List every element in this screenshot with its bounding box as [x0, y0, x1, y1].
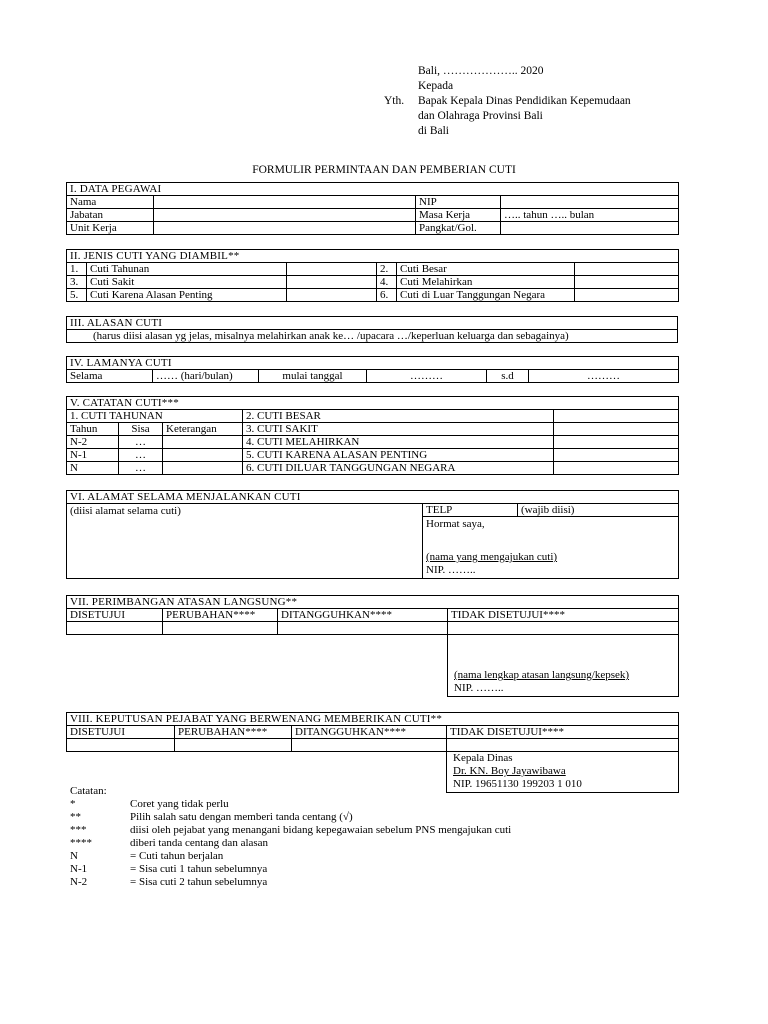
sisa-header: Sisa [119, 423, 163, 436]
section-6-title: VI. ALAMAT SELAMA MENJALANKAN CUTI [67, 491, 679, 504]
nama-label: Nama [67, 196, 154, 209]
sisa-n1[interactable]: … [119, 449, 163, 462]
cuti-melahirkan-row: 4. CUTI MELAHIRKAN [243, 436, 554, 449]
pejabat-tidak-disetujui-option[interactable]: TIDAK DISETUJUI**** [447, 726, 679, 739]
cuti-sakit-checkbox[interactable] [287, 276, 377, 289]
section-catatan-cuti [66, 396, 679, 475]
keterangan-n[interactable] [163, 462, 243, 475]
nip-label: NIP [416, 196, 501, 209]
address-line-2: dan Olahraga Provinsi Bali [418, 110, 543, 122]
pejabat-ditangguhkan-box[interactable] [292, 739, 447, 752]
cuti-alasan-penting-row: 5. CUTI KARENA ALASAN PENTING [243, 449, 554, 462]
unit-kerja-label: Unit Kerja [67, 222, 154, 235]
signature-pengaju[interactable] [423, 517, 679, 579]
signature-atasan[interactable] [448, 635, 679, 697]
end-date-field[interactable]: ……… [529, 370, 679, 383]
form-title: FORMULIR PERMINTAAN DAN PEMBERIAN CUTI [252, 164, 516, 176]
cuti-alasan-penting-label: Cuti Karena Alasan Penting [87, 289, 287, 302]
unit-kerja-field[interactable] [154, 222, 416, 235]
cuti-alasan-penting-checkbox[interactable] [287, 289, 377, 302]
tahun-header: Tahun [67, 423, 119, 436]
nama-atasan: (nama lengkap atasan langsung/kepsek) [454, 669, 630, 681]
nip-pengaju: NIP. …….. [426, 564, 476, 576]
section-8-title: VIII. KEPUTUSAN PEJABAT YANG BERWENANG MEMBERIKAN CUTI** [67, 713, 679, 726]
keterangan-n1[interactable] [163, 449, 243, 462]
atasan-perubahan-option[interactable]: PERUBAHAN**** [163, 609, 278, 622]
jabatan-label: Jabatan [67, 209, 154, 222]
cuti-besar-checkbox[interactable] [575, 263, 679, 276]
item-number: 2. [377, 263, 397, 276]
pangkat-label: Pangkat/Gol. [416, 222, 501, 235]
section-5-title: V. CATATAN CUTI*** [67, 397, 679, 410]
alamat-field[interactable]: (diisi alamat selama cuti) [67, 504, 423, 579]
keterangan-header: Keterangan [163, 423, 243, 436]
item-number: 6. [377, 289, 397, 302]
section-data-pegawai [66, 182, 679, 235]
mulai-tanggal-label: mulai tanggal [259, 370, 367, 383]
note-item: * Coret yang tidak perlu [70, 798, 229, 810]
pejabat-disetujui-box[interactable] [67, 739, 175, 752]
hari-bulan-field[interactable]: …… (hari/bulan) [153, 370, 259, 383]
notes-title: Catatan: [70, 785, 107, 797]
tahun-n1: N-1 [67, 449, 119, 462]
note-item: N = Cuti tahun berjalan [70, 850, 224, 862]
nama-field[interactable] [154, 196, 416, 209]
yth-label: Yth. [384, 95, 405, 107]
note-item: N-1 = Sisa cuti 1 tahun sebelumnya [70, 863, 268, 875]
cuti-sakit-note[interactable] [554, 423, 679, 436]
section-1-title: I. DATA PEGAWAI [67, 183, 679, 196]
masa-kerja-label: Masa Kerja [416, 209, 501, 222]
cuti-besar-row: 2. CUTI BESAR [243, 410, 554, 423]
telp-field[interactable]: (wajib diisi) [518, 504, 679, 517]
atasan-disetujui-box[interactable] [67, 622, 163, 635]
cuti-tahunan-checkbox[interactable] [287, 263, 377, 276]
blank-area [67, 635, 448, 697]
cuti-luar-tanggungan-label: Cuti di Luar Tanggungan Negara [397, 289, 575, 302]
sisa-n[interactable]: … [119, 462, 163, 475]
atasan-tidak-disetujui-box[interactable] [448, 622, 679, 635]
item-number: 1. [67, 263, 87, 276]
kepala-dinas-name: Dr. KN. Boy Jayawibawa [453, 765, 566, 777]
address-line-3: di Bali [418, 125, 449, 137]
cuti-sakit-label: Cuti Sakit [87, 276, 287, 289]
cuti-besar-note[interactable] [554, 410, 679, 423]
section-alasan-cuti [66, 316, 678, 343]
sd-label: s.d [487, 370, 529, 383]
cuti-luar-tanggungan-note[interactable] [554, 462, 679, 475]
section-2-title: II. JENIS CUTI YANG DIAMBIL** [67, 250, 679, 263]
masa-kerja-field[interactable]: ….. tahun ….. bulan [501, 209, 679, 222]
jabatan-field[interactable] [154, 209, 416, 222]
note-item: ** Pilih salah satu dengan memberi tanda centang (√) [70, 811, 353, 823]
nama-pengaju: (nama yang mengajukan cuti) [426, 551, 558, 563]
section-4-title: IV. LAMANYA CUTI [67, 357, 679, 370]
pangkat-field[interactable] [501, 222, 679, 235]
section-lamanya-cuti [66, 356, 679, 383]
telp-label: TELP [423, 504, 518, 517]
notes [70, 785, 511, 889]
cuti-melahirkan-note[interactable] [554, 436, 679, 449]
tahun-n: N [67, 462, 119, 475]
alasan-cuti-field[interactable]: (harus diisi alasan yg jelas, misalnya melahirkan anak ke… /upacara …/keperluan keluarga dan sebagainya) [67, 330, 678, 343]
pejabat-perubahan-box[interactable] [175, 739, 292, 752]
atasan-ditangguhkan-option[interactable]: DITANGGUHKAN**** [278, 609, 448, 622]
cuti-melahirkan-checkbox[interactable] [575, 276, 679, 289]
tahun-n2: N-2 [67, 436, 119, 449]
cuti-tahunan-header: 1. CUTI TAHUNAN [67, 410, 243, 423]
cuti-alasan-penting-note[interactable] [554, 449, 679, 462]
cuti-luar-tanggungan-checkbox[interactable] [575, 289, 679, 302]
pejabat-tidak-disetujui-box[interactable] [447, 739, 679, 752]
pejabat-perubahan-option[interactable]: PERUBAHAN**** [175, 726, 292, 739]
section-alamat-cuti [66, 490, 679, 579]
section-jenis-cuti [66, 249, 679, 302]
nip-field[interactable] [501, 196, 679, 209]
item-number: 3. [67, 276, 87, 289]
cuti-melahirkan-label: Cuti Melahirkan [397, 276, 575, 289]
kepada-label: Kepada [418, 80, 454, 92]
cuti-luar-tanggungan-row: 6. CUTI DILUAR TANGGUNGAN NEGARA [243, 462, 554, 475]
atasan-tidak-disetujui-option[interactable]: TIDAK DISETUJUI**** [448, 609, 679, 622]
atasan-disetujui-option[interactable]: DISETUJUI [67, 609, 163, 622]
hormat-saya: Hormat saya, [426, 518, 485, 530]
cuti-tahunan-label: Cuti Tahunan [87, 263, 287, 276]
pejabat-disetujui-option[interactable]: DISETUJUI [67, 726, 175, 739]
section-keputusan-pejabat [66, 712, 679, 793]
kepala-dinas-label: Kepala Dinas [453, 752, 513, 764]
section-pertimbangan-atasan [66, 595, 679, 697]
place-date: Bali, ……………….. 2020 [418, 65, 544, 77]
nip-atasan: NIP. …….. [454, 682, 504, 694]
note-item: N-2 = Sisa cuti 2 tahun sebelumnya [70, 876, 268, 888]
selama-label: Selama [67, 370, 153, 383]
section-3-title: III. ALASAN CUTI [67, 317, 678, 330]
item-number: 5. [67, 289, 87, 302]
start-date-field[interactable]: ……… [367, 370, 487, 383]
atasan-ditangguhkan-box[interactable] [278, 622, 448, 635]
atasan-perubahan-box[interactable] [163, 622, 278, 635]
pejabat-ditangguhkan-option[interactable]: DITANGGUHKAN**** [292, 726, 447, 739]
address-line-1: Bapak Kepala Dinas Pendidikan Kepemudaan [418, 95, 631, 107]
cuti-besar-label: Cuti Besar [397, 263, 575, 276]
note-item: *** diisi oleh pejabat yang menangani bidang kepegawaian sebelum PNS mengajukan cuti [70, 824, 512, 836]
sisa-n2[interactable]: … [119, 436, 163, 449]
cuti-sakit-row: 3. CUTI SAKIT [243, 423, 554, 436]
keterangan-n2[interactable] [163, 436, 243, 449]
section-7-title: VII. PERIMBANGAN ATASAN LANGSUNG** [67, 596, 679, 609]
item-number: 4. [377, 276, 397, 289]
note-item: **** diberi tanda centang dan alasan [70, 837, 269, 849]
kepala-dinas-nip: NIP. 19651130 199203 1 010 [453, 778, 582, 790]
